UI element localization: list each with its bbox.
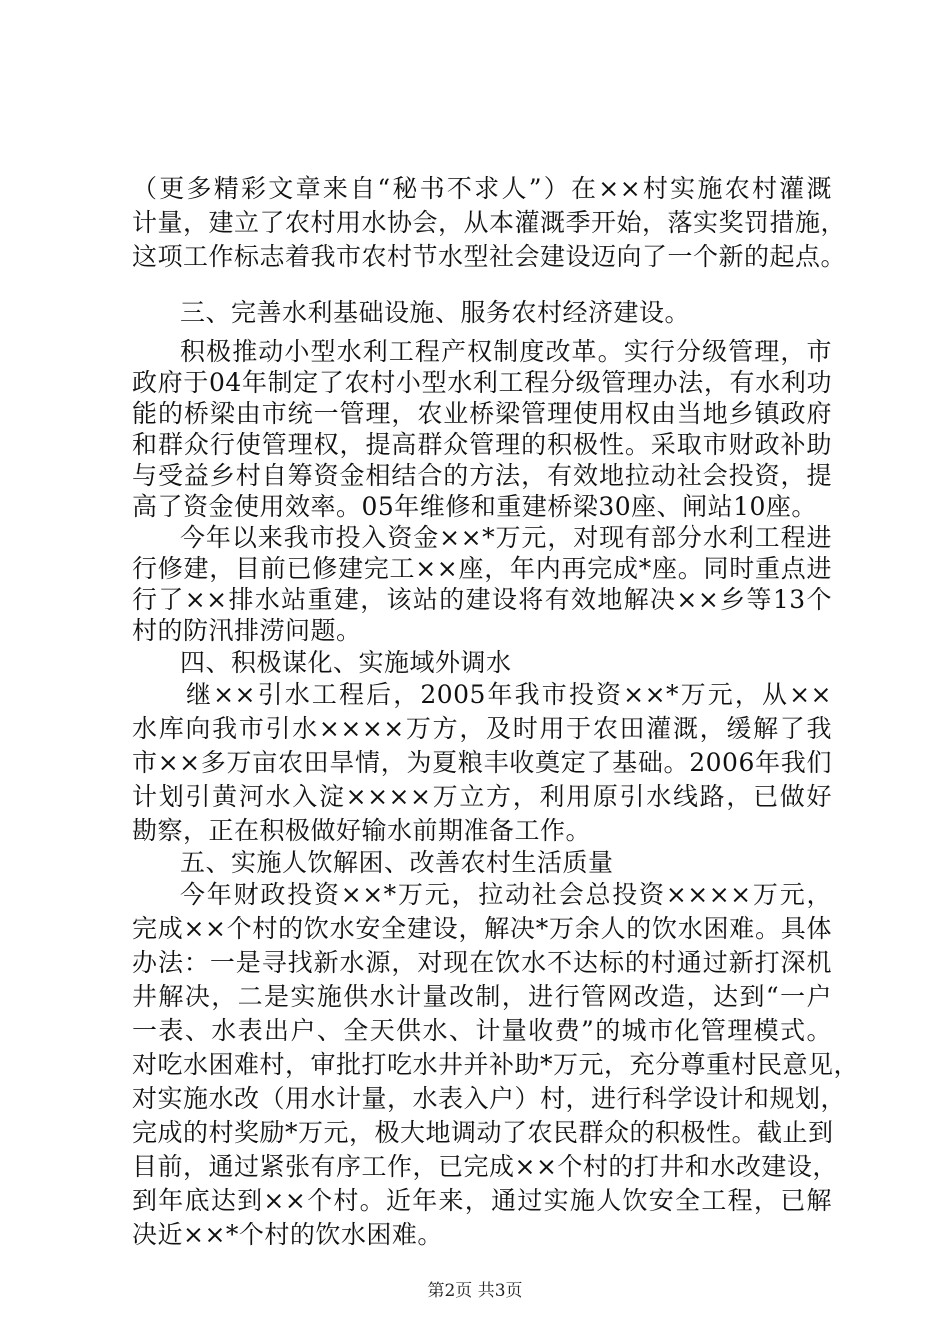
- paragraph-1-line-3: 这项工作标志着我市农村节水型社会建设迈向了一个新的起点。: [132, 242, 847, 271]
- paragraph-2-line-3: 能的桥梁由市统一管理，农业桥梁管理使用权由当地乡镇政府: [132, 399, 832, 428]
- page-footer: 第2页 共3页: [427, 1281, 523, 1301]
- paragraph-4-line-5: 勘察，正在积极做好输水前期准备工作。: [132, 816, 592, 845]
- paragraph-5-line-8: 完成的村奖励*万元，极大地调动了农民群众的积极性。截止到: [132, 1118, 834, 1147]
- paragraph-3-line-4: 村的防汛排涝问题。: [132, 616, 362, 645]
- paragraph-2-line-6: 高了资金使用效率。05年维修和重建桥梁30座、闸站10座。: [132, 492, 817, 521]
- paragraph-5-line-3: 办法：一是寻找新水源，对现在饮水不达标的村通过新打深机: [132, 948, 832, 977]
- paragraph-5-line-6: 对吃水困难村，审批打吃水井并补助*万元，充分尊重村民意见，: [132, 1050, 860, 1079]
- paragraph-2-line-4: 和群众行使管理权，提高群众管理的积极性。采取市财政补助: [132, 430, 832, 459]
- paragraph-1-line-2: 计量，建立了农村用水协会，从本灌溉季开始，落实奖罚措施，: [132, 208, 847, 237]
- paragraph-3-line-2: 行修建，目前已修建完工××座，年内再完成*座。同时重点进: [132, 554, 832, 583]
- paragraph-4-line-4: 计划引黄河水入淀××××万立方，利用原引水线路，已做好: [132, 782, 832, 811]
- paragraph-3-line-1: 今年以来我市投入资金××*万元，对现有部分水利工程进: [180, 523, 832, 552]
- section-heading-4: 四、积极谋化、实施域外调水: [180, 648, 512, 677]
- paragraph-2-line-1: 积极推动小型水利工程产权制度改革。实行分级管理，市: [180, 337, 832, 366]
- paragraph-2-line-5: 与受益乡村自筹资金相结合的方法，有效地拉动社会投资，提: [132, 461, 832, 490]
- paragraph-4-line-3: 市××多万亩农田旱情，为夏粮丰收奠定了基础。2006年我们: [132, 748, 832, 777]
- paragraph-1-line-1: （更多精彩文章来自“秘书不求人”）在××村实施农村灌溉: [132, 174, 832, 203]
- paragraph-5-line-1: 今年财政投资××*万元，拉动社会总投资××××万元，: [180, 880, 832, 909]
- section-heading-3: 三、完善水利基础设施、服务农村经济建设。: [180, 298, 691, 327]
- paragraph-2-line-2: 政府于04年制定了农村小型水利工程分级管理办法，有水利功: [132, 368, 832, 397]
- paragraph-5-line-10: 到年底达到××个村。近年来，通过实施人饮安全工程，已解: [132, 1186, 832, 1215]
- paragraph-4-line-2: 水库向我市引水××××万方，及时用于农田灌溉，缓解了我: [132, 714, 832, 743]
- paragraph-5-line-5: 一表、水表出户、全天供水、计量收费”的城市化管理模式。: [132, 1016, 832, 1045]
- paragraph-5-line-4: 井解决，二是实施供水计量改制，进行管网改造，达到“一户: [132, 982, 832, 1011]
- paragraph-5-line-11: 决近××*个村的饮水困难。: [132, 1220, 443, 1249]
- paragraph-4-line-1: 继××引水工程后，2005年我市投资××*万元，从××: [186, 680, 832, 709]
- paragraph-5-line-2: 完成××个村的饮水安全建设，解决*万余人的饮水困难。具体: [132, 914, 832, 943]
- paragraph-3-line-3: 行了××排水站重建，该站的建设将有效地解决××乡等13个: [132, 585, 832, 614]
- section-heading-5: 五、实施人饮解困、改善农村生活质量: [180, 848, 614, 877]
- paragraph-5-line-9: 目前，通过紧张有序工作，已完成××个村的打井和水改建设，: [132, 1152, 838, 1181]
- paragraph-5-line-7: 对实施水改（用水计量，水表入户）村，进行科学设计和规划，: [132, 1084, 847, 1113]
